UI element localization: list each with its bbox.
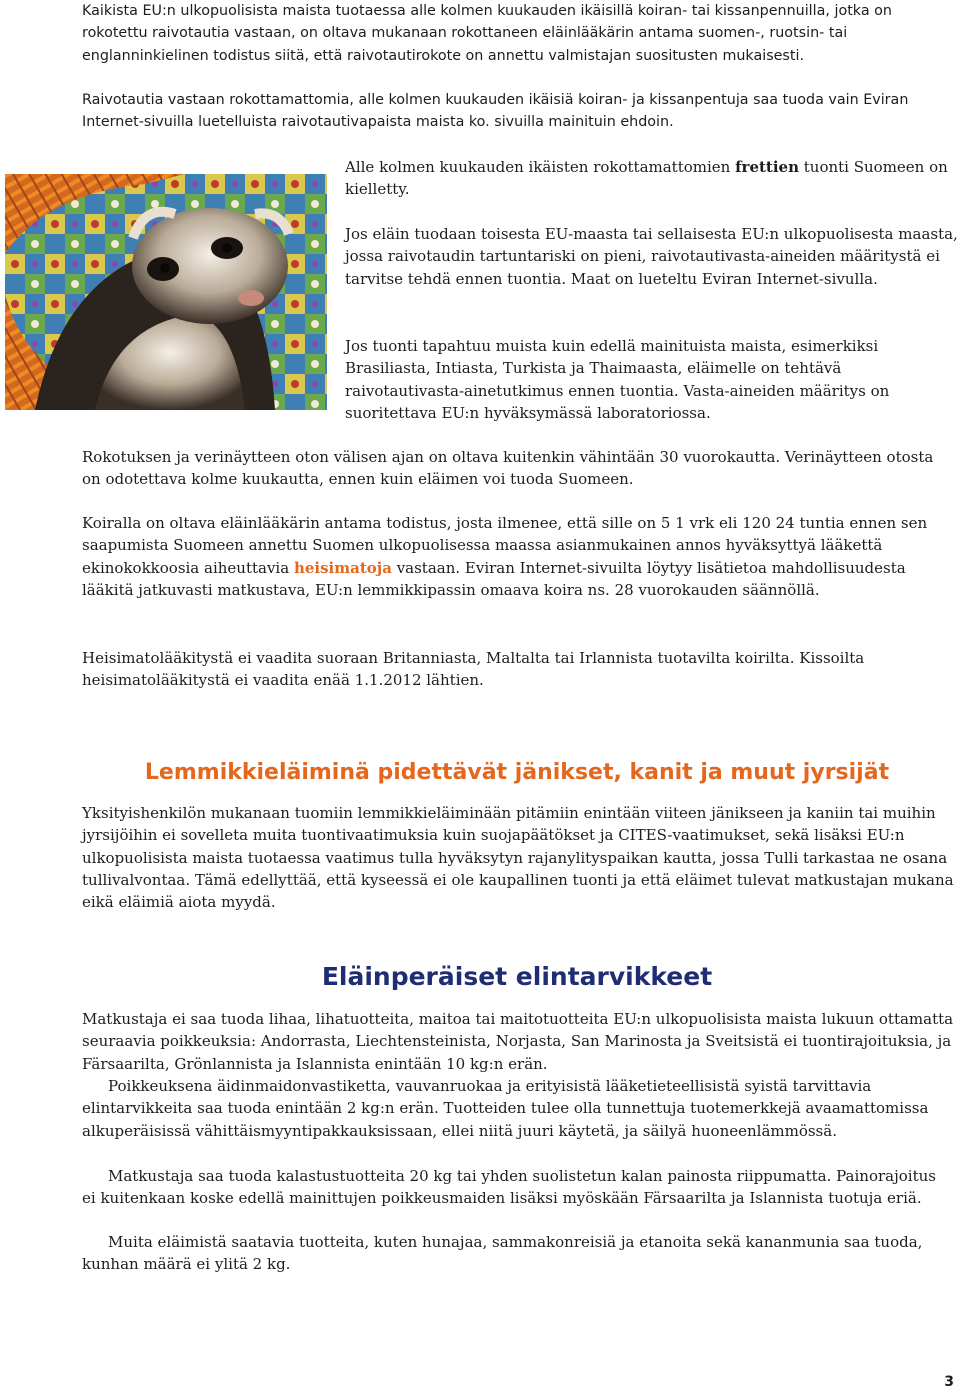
- food-paragraph-3: [82, 1165, 954, 1210]
- ferret-in-basket-photo-icon: [5, 174, 327, 410]
- tapeworm-highlight: heisimatoja: [293, 558, 392, 577]
- food-paragraph-1: Matkustaja ei saa tuoda lihaa, lihatuotteita, maitoa tai maitotuotteita EU:n ulkopuolisista maista lukuun ottamatta seuraavia poikkeuksia: Andorrasta, Liechtensteinista, Norjasta, San Marinosta ja Sveitsistä ei tuontirajoituksia, ja Färsaarilta, Grönlannista ja Islannista enintään 10 kg:n erän.: [82, 1010, 954, 1073]
- ferret-text-end: tuonti Suomeen on kielletty.: [345, 158, 948, 199]
- food-section-heading: Eläinperäiset elintarvikkeet: [321, 962, 713, 991]
- page-number: 3: [944, 1374, 954, 1390]
- ferret-photo: [5, 174, 327, 410]
- food-paragraph-4: [82, 1231, 954, 1276]
- other-country-paragraph: Jos tuonti tapahtuu muista kuin edellä mainituista maista, esimerkiksi Brasiliasta, Intiasta, Turkista ja Thaimaasta, eläimelle on tehtävä raivotautivasta-ainetutkimus ennen tuontia. Vasta-aineiden määritys on suoritettava EU:n hyväksymässä laboratoriossa.: [345, 337, 890, 422]
- food-paragraph-2: [82, 1075, 954, 1142]
- eu-country-paragraph: Jos eläin tuodaan toisesta EU-maasta tai sellaisesta EU:n ulkopuolisesta maasta, jossa raivotaudin tartuntariski on pieni, raivotautivasta-aineiden määritystä ei tarvitse tehdä ennen tuontia. Maat on lueteltu Eviran Internet-sivulla.: [345, 225, 958, 288]
- intro-paragraph-1: Kaikista EU:n ulkopuolisista maista tuotaessa alle kolmen kuukauden ikäisillä koiran- tai kissanpennuilla, jotka on rokotettu raivotautia vastaan, on oltava mukanaan rokottaneen eläinlääkärin antama suomen-, ruotsin- tai englanninkielinen todistus siitä, että raivotautirokote on annettu valmistajan suositusten mukaisesti.: [82, 3, 892, 64]
- ferret-import-ban-paragraph: [345, 156, 959, 201]
- dog-text-end: vastaan. Eviran Internet-sivuilta löytyy lisätietoa mahdollisuudesta lääkitä jatkuvasti matkustava, EU:n lemmikkipassin omaava koira ns. 28 vuorokauden säännöllä.: [82, 558, 906, 599]
- tapeworm-exemption-paragraph: Heisimatolääkitystä ei vaadita suoraan Britanniasta, Maltalta tai Irlannista tuotavilta koirilta. Kissoilta heisimatolääkitystä ei vaadita enää 1.1.2012 lähtien.: [82, 649, 865, 690]
- dog-certificate-paragraph: [82, 512, 954, 601]
- ferret-bold-word: frettien: [735, 158, 799, 176]
- intro-paragraph-2: Raivotautia vastaan rokottamattomia, alle kolmen kuukauden ikäisiä koiran- ja kissanpentuja saa tuoda vain Eviran Internet-sivuilla luetelluista raivotautivapaista maista ko. sivuilla mainituin ehdoin.: [82, 92, 909, 131]
- dog-text-start: Koiralla on oltava eläinlääkärin antama todistus, josta ilmenee, että sille on 5 1 vrk eli 120 24 tuntia ennen sen saapumista Suomeen annettu Suomen ulkopuolisessa maassa asianmukainen annos hyväksyttyä lääkettä ekinokokkoosia aiheuttavia: [82, 514, 928, 577]
- food-paragraph-3-text: Matkustaja saa tuoda kalastustuotteita 20 kg tai yhden suolistetun kalan painosta riippumatta. Painorajoitus ei kuitenkaan koske edellä mainittujen poikkeusmaiden lisäksi myöskään Färsaarilta ja Islannista tuotuja eriä.: [82, 1167, 936, 1208]
- vaccination-interval-paragraph: Rokotuksen ja verinäytteen oton välisen ajan on oltava kuitenkin vähintään 30 vuorokautta. Verinäytteen otosta on odotettava kolme kuukautta, ennen kuin eläimen voi tuoda Suomeen.: [82, 448, 934, 489]
- rabbits-section-text: Yksityishenkilön mukanaan tuomiin lemmikkieläiminään pitämiin enintään viiteen jänikseen ja kaniin tai muihin jyrsijöihin ei sovelleta muita tuontivaatimuksia kuin suojapäätökset ja CITES-vaatimukset, sekä lisäksi EU:n ulkopuolisista maista tuotaessa vaatimus tulla hyväksytyn rajanylityspaikan kautta, jossa Tulli tarkastaa ne osana tullivalvontaa. Tämä edellyttää, että kyseessä ei ole kaupallinen tuonti ja että eläimet tulevat matkustajan mukana eikä eläimiä aiota myydä.: [82, 804, 954, 912]
- rabbits-section-heading: Lemmikkieläiminä pidettävät jänikset, kanit ja muut jyrsijät: [144, 760, 890, 785]
- ferret-text-start: Alle kolmen kuukauden ikäisten rokottamattomien: [345, 158, 736, 176]
- food-paragraph-4-text: Muita eläimistä saatavia tuotteita, kuten hunajaa, sammakonreisiä ja etanoita sekä kananmunia saa tuoda, kunhan määrä ei ylitä 2 kg.: [82, 1233, 923, 1274]
- food-paragraph-2-text: Poikkeuksena äidinmaidonvastiketta, vauvanruokaa ja erityisistä lääketieteellisistä syistä tarvittavia elintarvikkeita saa tuoda enintään 2 kg:n erän. Tuotteiden tulee olla tunnettuja tuotemerkkejä avaamattomissa alkuperäisissä vähittäismyyntipakkauksissaan, ellei niitä juuri käytetä, ja säilyä huoneenlämmössä.: [82, 1077, 929, 1140]
